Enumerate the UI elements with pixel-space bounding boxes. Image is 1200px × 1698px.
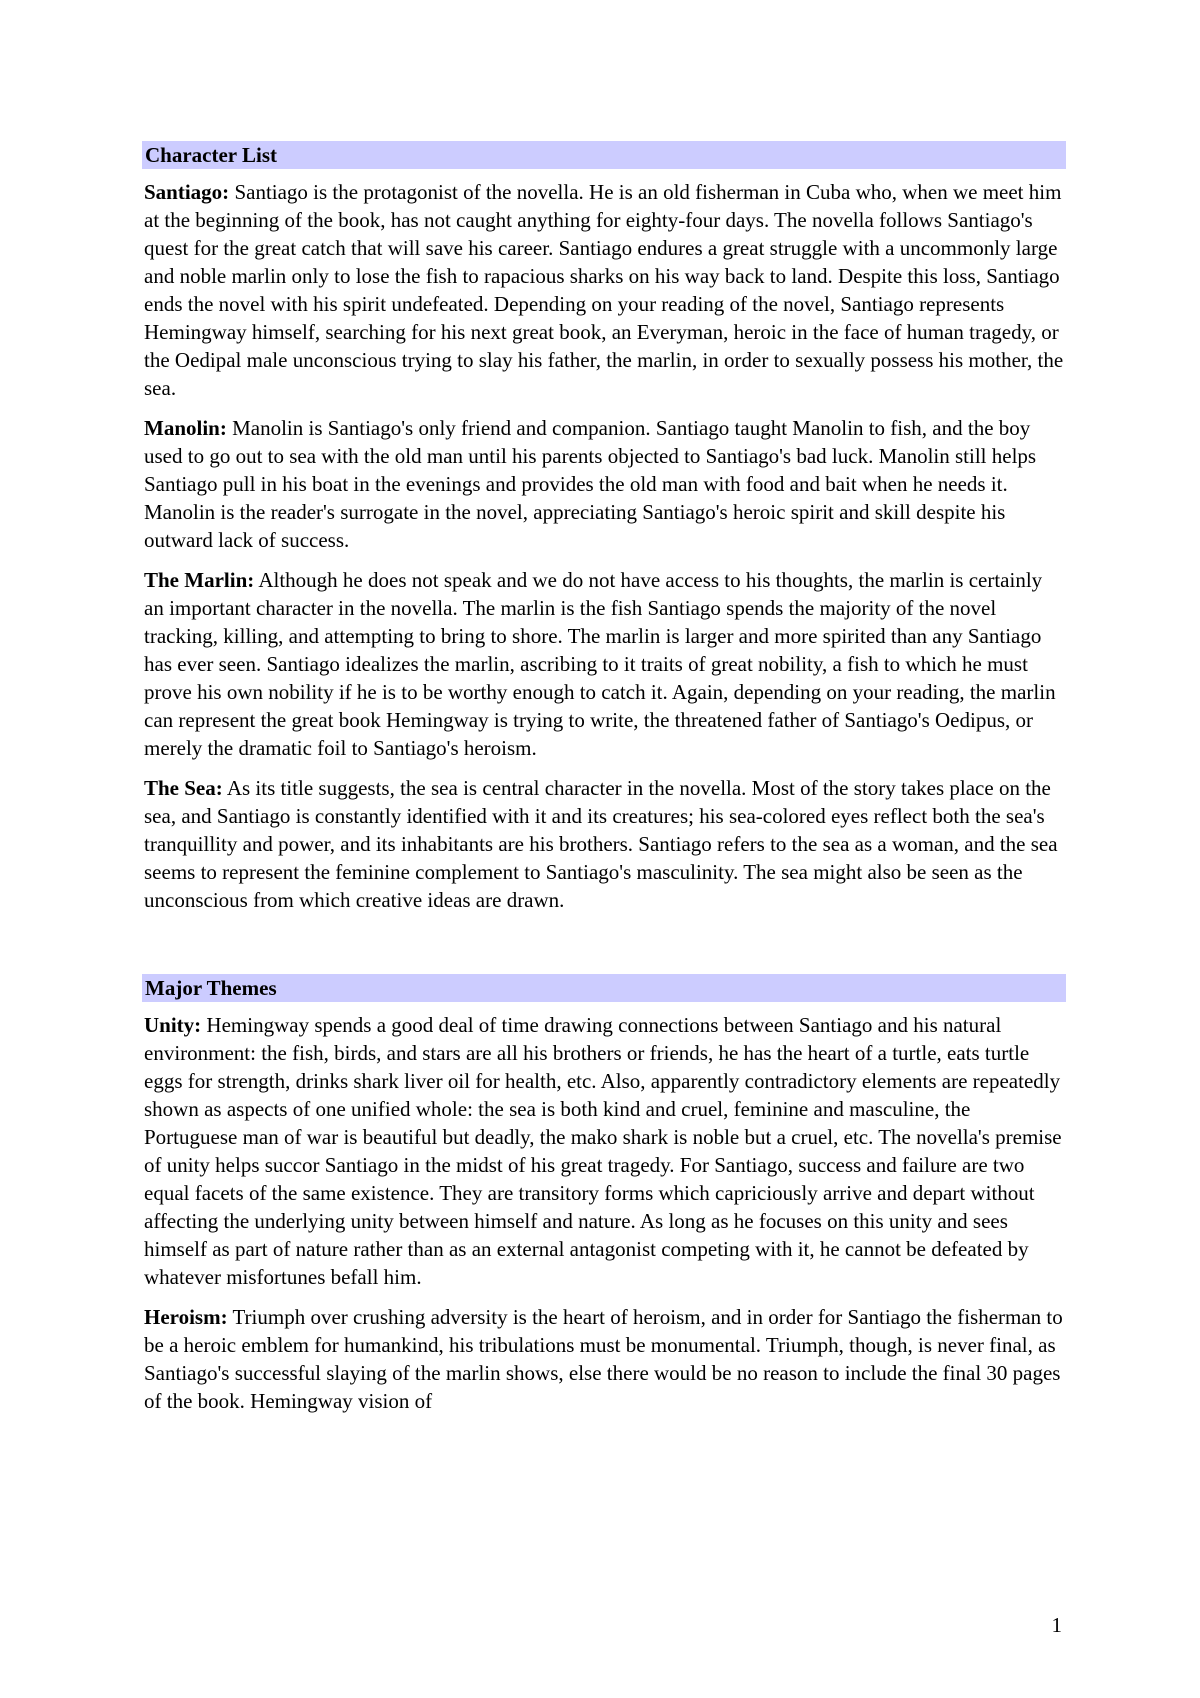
entry-the-marlin [142,566,1066,762]
page-content [142,141,1066,1427]
entry-term: Manolin: [144,416,227,440]
entry-text: Triumph over crushing adversity is the heart of heroism, and in order for Santiago the fisherman to be a heroic emblem for humankind, his tribulations must be monumental. Triumph, though, is never final, as Santiago's successful slaying of the marlin shows, else there would be no reason to include the final 30 pages of the book. Hemingway vision of [144,1305,1063,1413]
entry-text: Manolin is Santiago's only friend and companion. Santiago taught Manolin to fish, and the boy used to go out to sea with the old man until his parents objected to Santiago's bad luck. Manolin still helps Santiago pull in his boat in the evenings and provides the old man with food and bait when he needs it. Manolin is the reader's surrogate in the novel, appreciating Santiago's heroic spirit and skill despite his outward lack of success. [144,416,1037,552]
section-heading: Character List [142,141,1066,169]
entry-text: Hemingway spends a good deal of time drawing connections between Santiago and his natural environment: the fish, birds, and stars are all his brothers or friends, he has the heart of a turtle, eats turtle eggs for strength, drinks shark liver oil for health, etc. Also, apparently contradictory elements are repeatedly shown as aspects of one unified whole: the sea is both kind and cruel, feminine and masculine, the Portuguese man of war is beautiful but deadly, the mako shark is noble but a cruel, etc. The novella's premise of unity helps succor Santiago in the midst of his great tragedy. For Santiago, success and failure are two equal facets of the same existence. They are transitory forms which capriciously arrive and depart without affecting the underlying unity between himself and nature. As long as he focuses on this unity and sees himself as part of nature rather than as an external antagonist competing with it, he cannot be defeated by whatever misfortunes befall him. [144,1013,1062,1289]
section-heading: Major Themes [142,974,1066,1002]
entry-manolin [142,414,1066,554]
entry-the-sea [142,774,1066,914]
entry-unity [142,1011,1066,1291]
entry-heroism [142,1303,1066,1415]
entry-term: Santiago: [144,180,230,204]
section-spacer [142,926,1066,974]
entry-term: Heroism: [144,1305,228,1329]
entry-term: The Sea: [144,776,223,800]
entry-text: Santiago is the protagonist of the novella. He is an old fisherman in Cuba who, when we meet him at the beginning of the book, has not caught anything for eighty-four days. The novella follows Santiago's quest for the great catch that will save his career. Santiago endures a great struggle with a uncommonly large and noble marlin only to lose the fish to rapacious sharks on his way back to land. Despite this loss, Santiago ends the novel with his spirit undefeated. Depending on your reading of the novel, Santiago represents Hemingway himself, searching for his next great book, an Everyman, heroic in the face of human tragedy, or the Oedipal male unconscious trying to slay his father, the marlin, in order to sexually possess his mother, the sea. [144,180,1064,400]
entry-term: The Marlin: [144,568,255,592]
entry-text: Although he does not speak and we do not have access to his thoughts, the marlin is certainly an important character in the novella. The marlin is the fish Santiago spends the majority of the novel tracking, killing, and attempting to bring to shore. The marlin is larger and more spirited than any Santiago has ever seen. Santiago idealizes the marlin, ascribing to it traits of great nobility, a fish to which he must prove his own nobility if he is to be worthy enough to catch it. Again, depending on your reading, the marlin can represent the great book Hemingway is trying to write, the threatened father of Santiago's Oedipus, or merely the dramatic foil to Santiago's heroism. [144,568,1056,760]
entry-text: As its title suggests, the sea is central character in the novella. Most of the story takes place on the sea, and Santiago is constantly identified with it and its creatures; his sea-colored eyes reflect both the sea's tranquillity and power, and its inhabitants are his brothers. Santiago refers to the sea as a woman, and the sea seems to represent the feminine complement to Santiago's masculinity. The sea might also be seen as the unconscious from which creative ideas are drawn. [144,776,1058,912]
character-list-section [142,141,1066,914]
major-themes-section [142,974,1066,1415]
entry-term: Unity: [144,1013,202,1037]
entry-santiago [142,178,1066,402]
page-number: 1 [1051,1613,1062,1637]
